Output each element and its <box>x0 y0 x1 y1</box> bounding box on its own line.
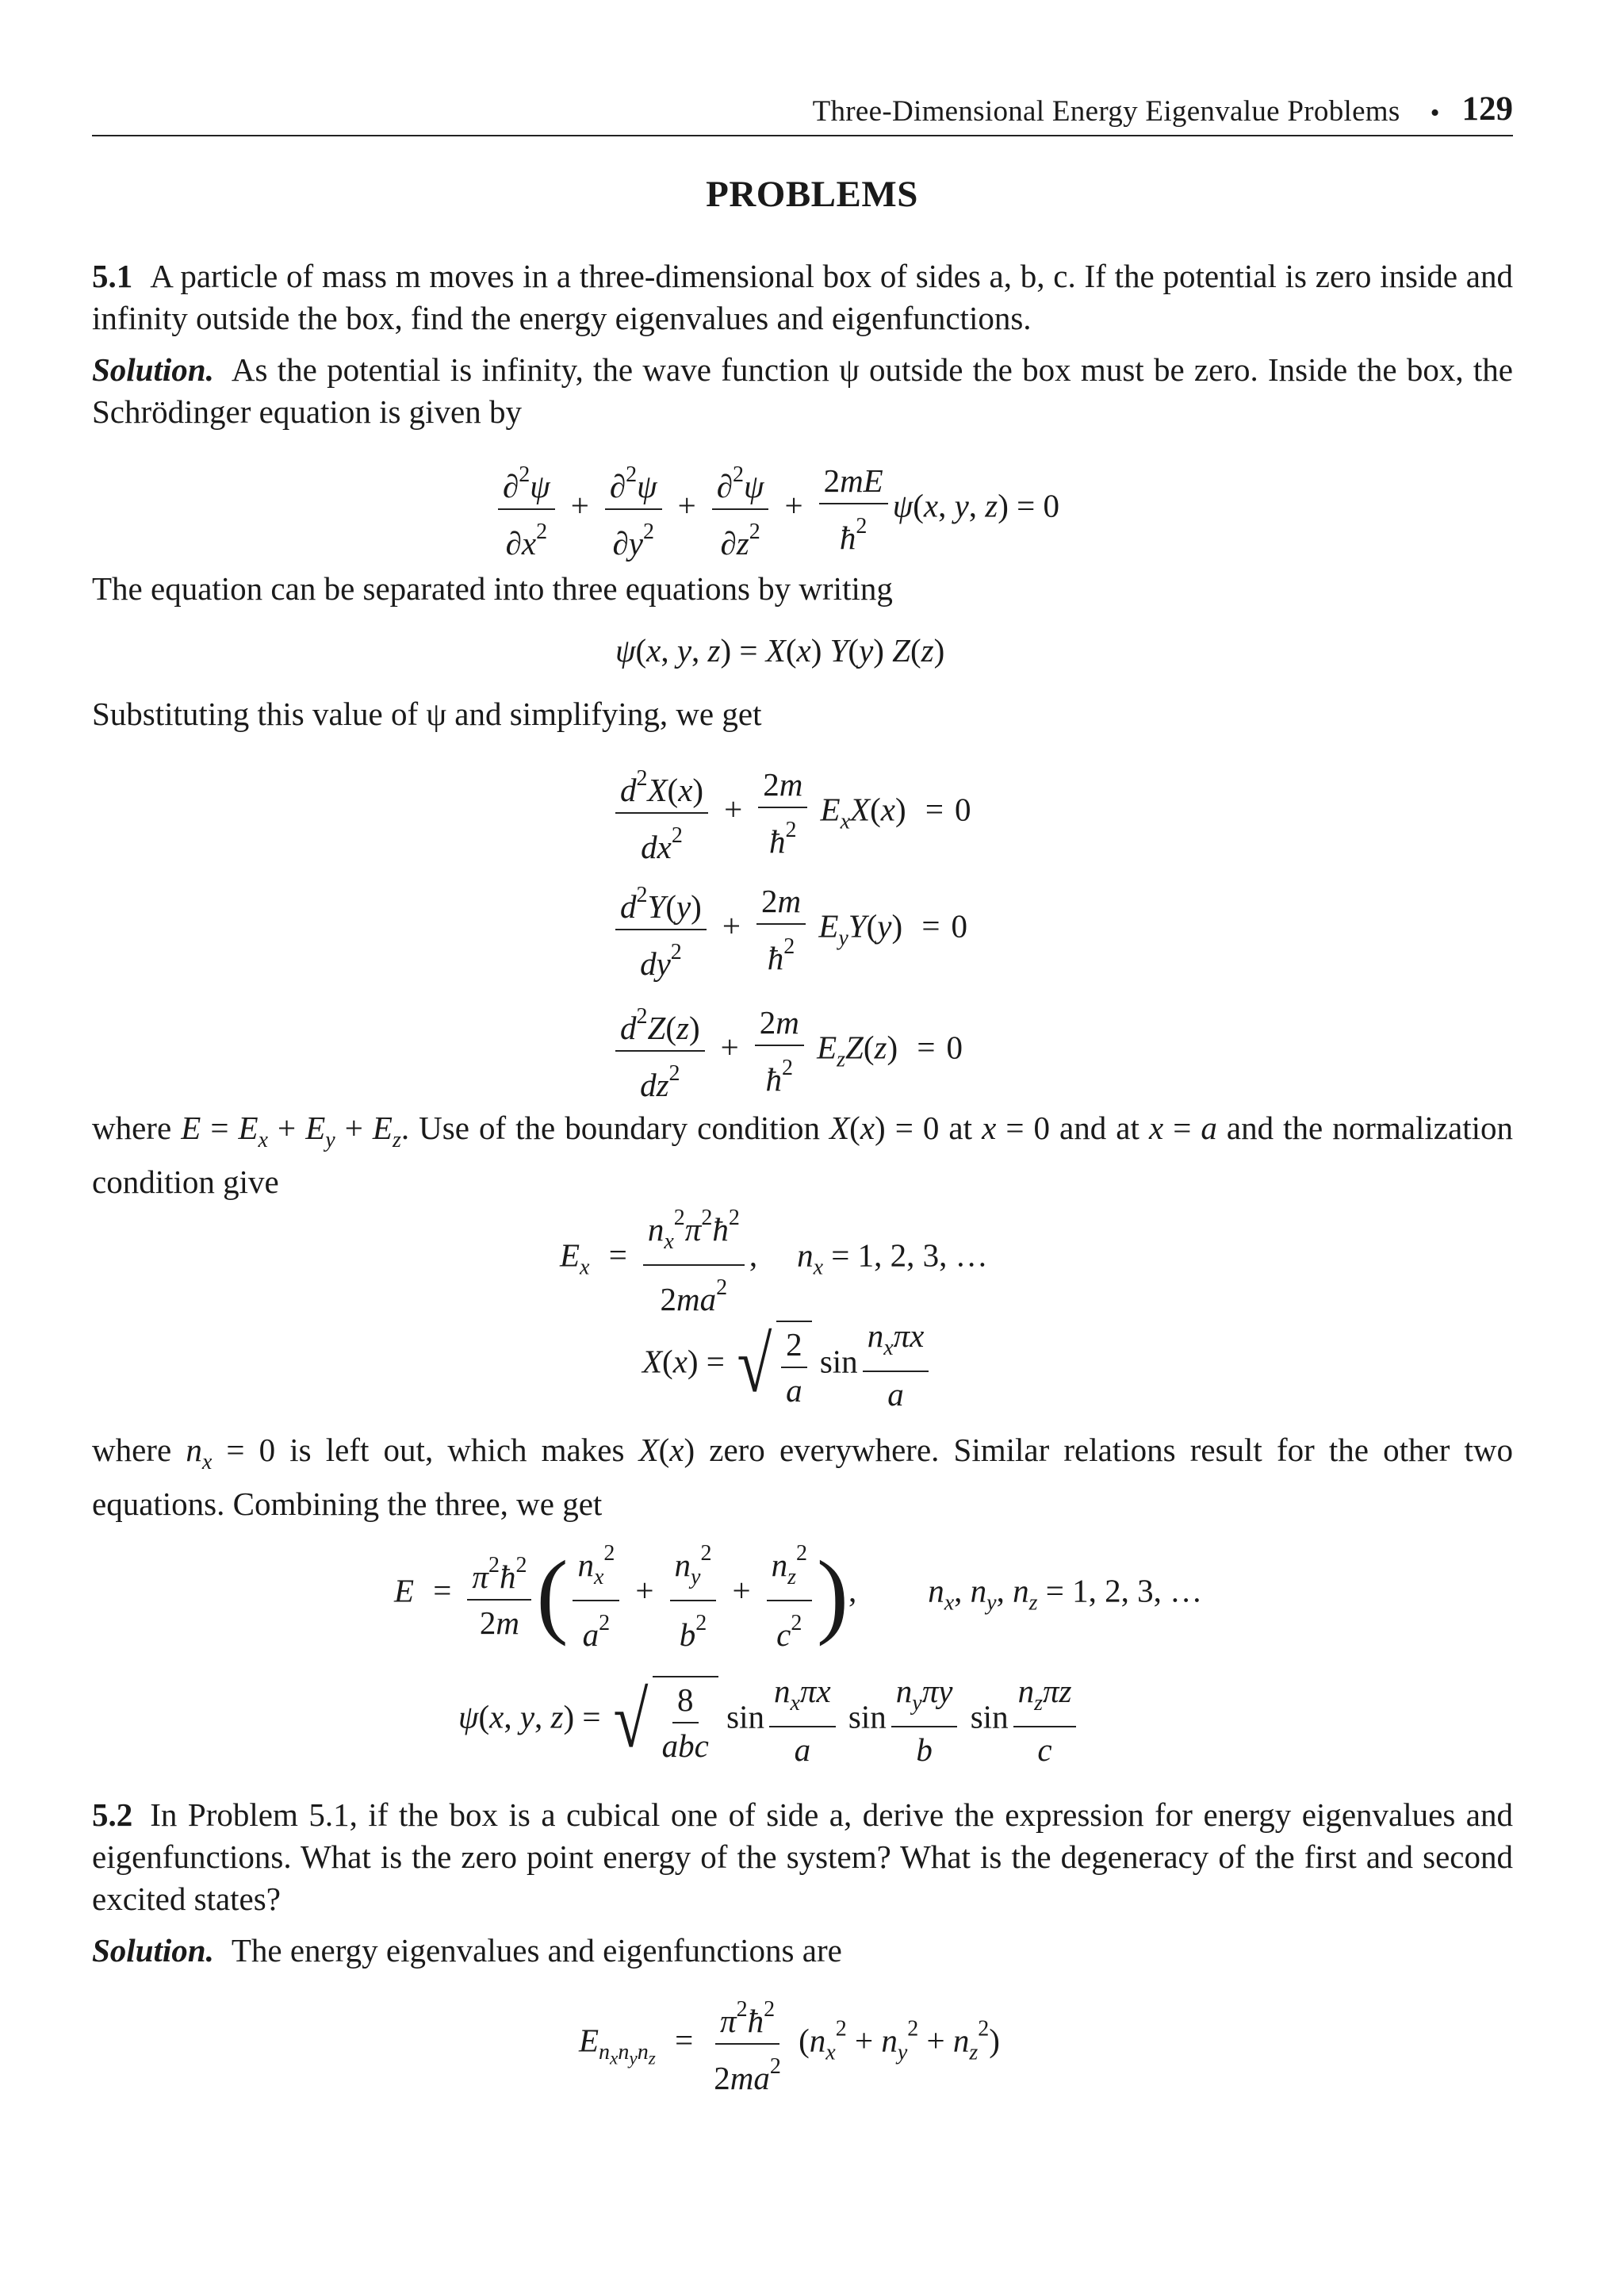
solution-text: As the potential is infinity, the wave function ψ outside the box must be zero. Inside the box, the Schrödinger equation is given by <box>92 351 1513 430</box>
text-separate: The equation can be separated into three equations by writing <box>92 570 893 607</box>
equation-z: $\frac{d^2Z(z)}{dz^2}$ + $\frac{2m}{ħ^2}$ $E_zZ(z) = 0$ <box>611 998 963 1104</box>
header-bullet: • <box>1430 98 1440 128</box>
equation-y: $\frac{d^2Y(y)}{dy^2}$ + $\frac{2m}{ħ^2}$ $E_yY(y) = 0$ <box>611 876 967 983</box>
running-title: Three-Dimensional Energy Eigenvalue Problems <box>812 95 1400 128</box>
solution-5-1 <box>92 349 1513 433</box>
problem-text: A particle of mass m moves in a three-dimensional box of sides a, b, c. If the potential is zero inside and infinity outside the box, find the energy eigenvalues and eigenfunctions. <box>92 258 1513 336</box>
equation-psi: ψ(x, y, z) = √ $\frac{8}{\text{abc}}$ sin $\frac{n_x\pi x}{a}$ sin $\frac{n_y\pi y}{b}$ sin $\frac{n_z\pi z}{c}$ <box>458 1672 1081 1769</box>
text-left-out: where $n_x = 0$ is left out, which makes X(x) zero everywhere. Similar relations result for the other two equations. Combining the three, we get <box>92 1432 1514 1522</box>
equation-separation: ψ(x, y, z) = X(x) Y(y) Z(z) <box>615 632 945 669</box>
equation-x: $\frac{d^2X(x)}{dx^2}$ + $\frac{2m}{ħ^2}$ $E_xX(x) = 0$ <box>611 760 971 866</box>
page-number: 129 <box>1461 90 1513 128</box>
problem-number: 5.2 <box>92 1796 133 1833</box>
equation-energy: E = $\frac{\pi^2ħ^2}{2m}$ ( $\frac{n_x^2}{a^2}$ + $\frac{n_y^2}{b^2}$ + $\frac{n_z^2}{c^2}$ ), $n_x$, $n_y$, $n_z = 1$, 2, 3, … <box>394 1535 1202 1654</box>
text-where: where $E = E_x + E_y + E_z$. Use of the boundary condition X(x) = 0 at x = 0 and at x = a and the normalization condition give <box>92 1110 1513 1200</box>
solution-text: The energy eigenvalues and eigenfunctions are <box>231 1932 842 1969</box>
text-substituting: Substituting this value of ψ and simplifying, we get <box>92 696 762 732</box>
running-header <box>92 89 1513 136</box>
equation-cubic-energy: $E_{n_xn_yn_z}$ = $\frac{\pi^2ħ^2}{2ma^2}$ $(n_x^2 + n_y^2 + n_z^2)$ <box>579 1991 1000 2097</box>
equation-schrodinger: $\frac{\partial^2\psi}{\partial x^2}$ + $\frac{\partial^2\psi}{\partial y^2}$ + $\frac{\partial^2\psi}{\partial z^2}$ + $\frac{2mE}{ħ^2}$ ψ(x, y, z) = 0 <box>493 456 1059 562</box>
equation-xx: X(x) = √ $\frac{2}{a}$ sin $\frac{n_x\pi x}{a}$ <box>642 1317 933 1413</box>
equation-ex: $E_x$ = $\frac{n_x^2\pi^2ħ^2}{2ma^2}$ , $n_x = 1$, 2, 3, … <box>560 1199 988 1318</box>
problem-5-1 <box>92 255 1513 339</box>
problem-text: In Problem 5.1, if the box is a cubical one of side a, derive the expression for energy eigenvalues and eigenfunctions. What is the zero point energy of the system? What is the degeneracy of the first and second excited states? <box>92 1796 1513 1917</box>
problem-5-2 <box>92 1794 1513 1920</box>
solution-label: Solution. <box>92 1932 214 1969</box>
solution-5-2 <box>92 1930 1513 1972</box>
problem-number: 5.1 <box>92 258 133 294</box>
section-title: PROBLEMS <box>706 174 918 215</box>
solution-label: Solution. <box>92 351 214 388</box>
